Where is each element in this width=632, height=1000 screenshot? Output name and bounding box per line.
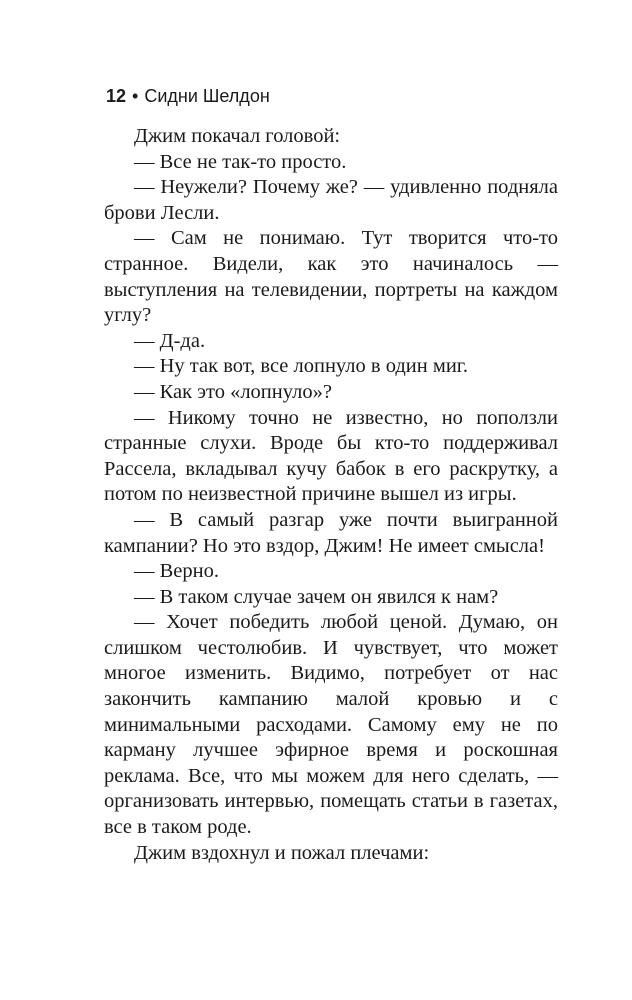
- paragraph: — Как это «лопнуло»?: [134, 380, 332, 403]
- paragraph: — Все не так-то просто.: [134, 150, 347, 173]
- body-text: [104, 124, 558, 866]
- paragraph: — В самый разгар уже почти выигранной кампании? Но это вздор, Джим! Не имеет смысла!: [104, 508, 558, 557]
- author-name: Сидни Шелдон: [144, 86, 270, 106]
- paragraph: — Никому точно не известно, но поползли странные слухи. Вроде бы кто-то поддерживал Рассела, вкладывал кучу бабок в его раскрутку, а потом по неизвестной причине вышел из игры.: [104, 406, 558, 506]
- paragraph: — Хочет победить любой ценой. Думаю, он слишком честолюбив. И чувствует, что может многое изменить. Видимо, потребует от нас закончить кампанию малой кровью и с минимальными расходами. Самому ему не по карману лучшее эфирное время и роскошная реклама. Все, что мы можем для него сделать, — организовать интервью, помещать статьи в газетах, все в таком роде.: [104, 611, 558, 839]
- paragraph: — Сам не понимаю. Тут творится что-то странное. Видели, как это начиналось — выступления на телевидении, портреты на каждом углу?: [104, 227, 558, 327]
- paragraph: — Неужели? Почему же? — удивленно подняла брови Лесли.: [104, 176, 558, 224]
- page-number: 12: [106, 86, 127, 106]
- running-head: [106, 84, 270, 108]
- paragraph: Джим покачал головой:: [134, 125, 341, 147]
- header-separator: •: [132, 86, 139, 106]
- paragraph: — В таком случае зачем он явился к нам?: [134, 585, 499, 608]
- paragraph: — Ну так вот, все лопнуло в один миг.: [134, 355, 469, 378]
- paragraph: — Верно.: [134, 560, 219, 583]
- paragraph: — Д-да.: [134, 329, 206, 352]
- paragraph: Джим вздохнул и пожал плечами:: [134, 841, 430, 864]
